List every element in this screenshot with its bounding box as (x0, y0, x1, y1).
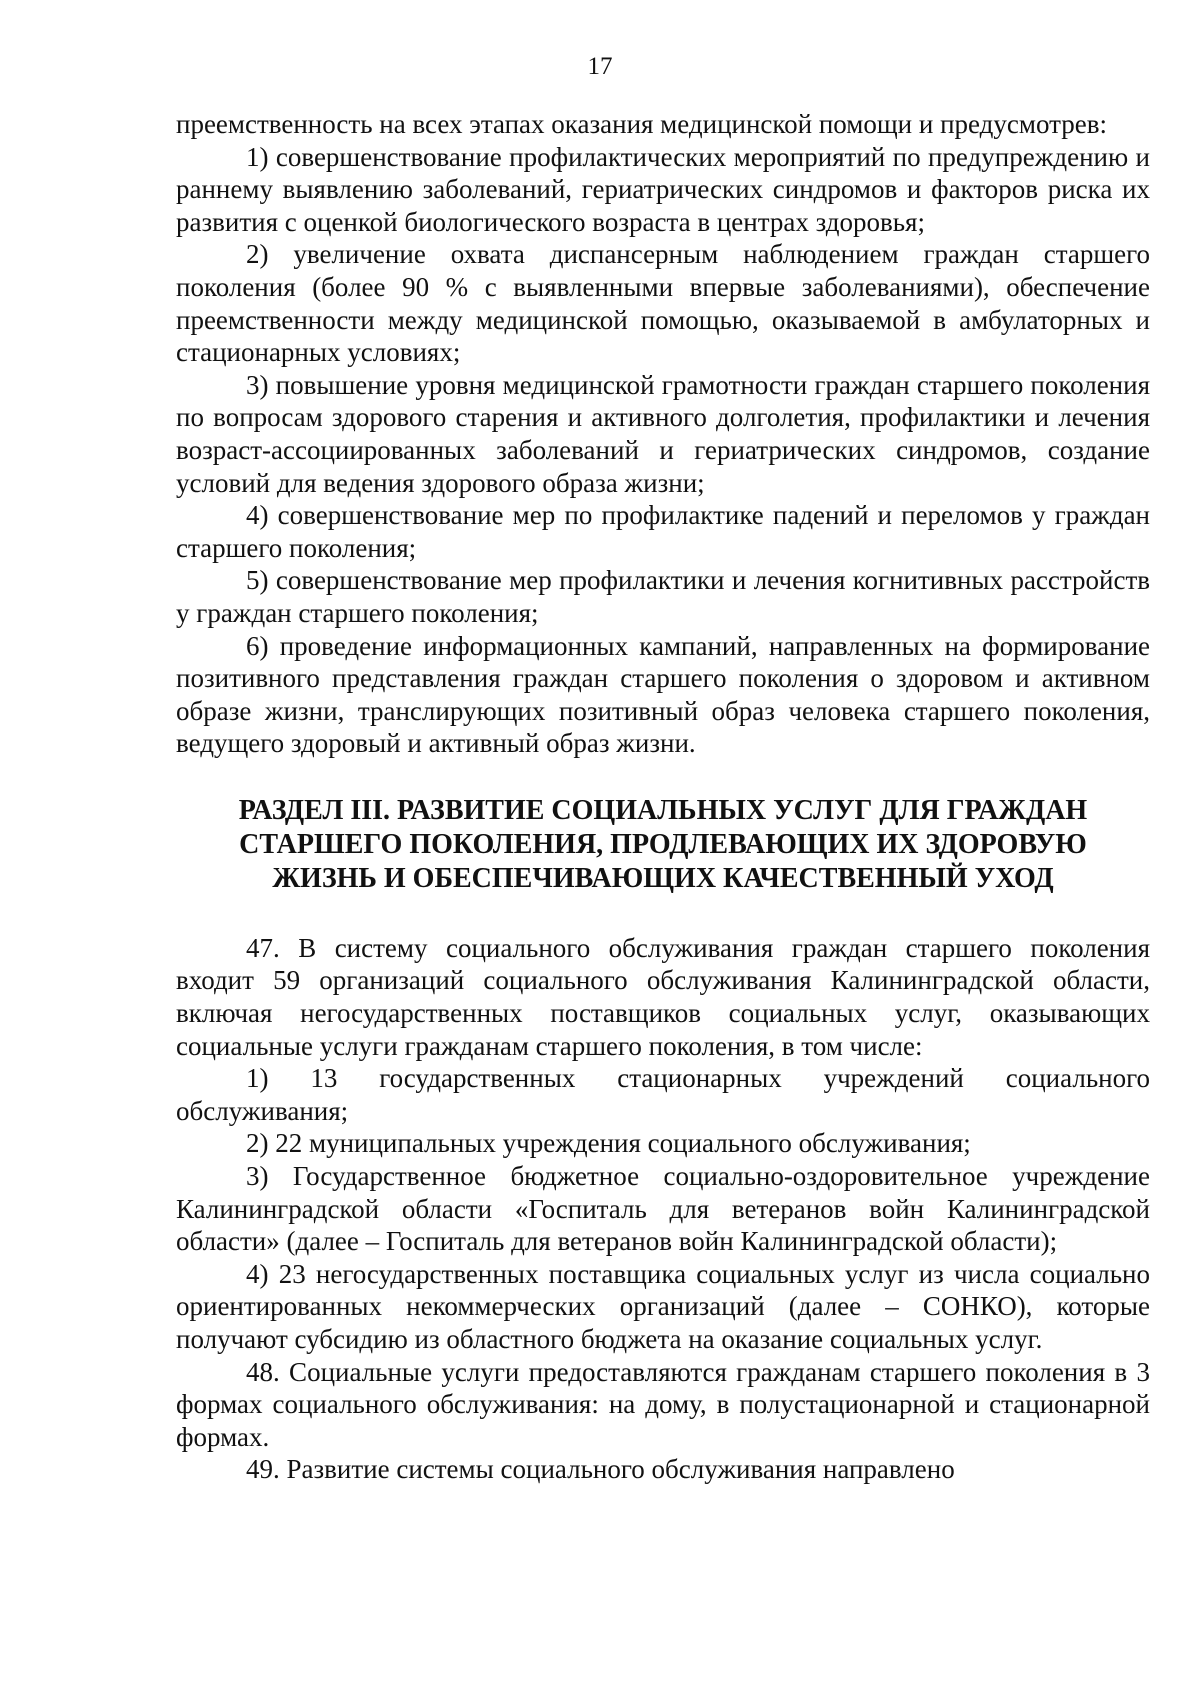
list-item-1: 1) совершенствование профилактических мероприятий по предупреждению и раннему выявлению заболеваний, гериатрических синдромов и факторов риска их развития с оценкой биологического возраста в центрах здоровья; (176, 141, 1150, 237)
paragraph-49: 49. Развитие системы социального обслуживания направлено (246, 1454, 955, 1485)
page-number: 17 (587, 53, 613, 80)
paragraph-47: 47. В систему социального обслуживания граждан старшего поколения входит 59 организаций социального обслуживания Калининградской области, включая негосударственных поставщиков социальных услуг, оказывающих социальные услуги гражданам старшего поколения, в том числе: (176, 932, 1150, 1061)
list-item-5: 5) совершенствование мер профилактики и лечения когнитивных расстройств у граждан старшего поколения; (176, 565, 1150, 628)
list-item-47-1: 1) 13 государственных стационарных учреждений социального обслуживания; (176, 1063, 1150, 1126)
paragraph-48: 48. Социальные услуги предоставляются гражданам старшего поколения в 3 формах социального обслуживания: на дому, в полустационарной и стационарной формах. (176, 1356, 1150, 1452)
list-item-47-4: 4) 23 негосударственных поставщика социальных услуг из числа социально ориентированных некоммерческих организаций (далее – СОНКО), которые получают субсидию из областного бюджета на оказание социальных услуг. (176, 1258, 1150, 1354)
document-body (176, 108, 1150, 1486)
list-item-4: 4) совершенствование мер по профилактике падений и переломов у граждан старшего поколения; (176, 500, 1150, 563)
list-item-47-3: 3) Государственное бюджетное социально-оздоровительное учреждение Калининградской области «Госпиталь для ветеранов войн Калининградской области» (далее – Госпиталь для ветеранов войн Калининградской области); (176, 1161, 1150, 1257)
list-item-47-2: 2) 22 муниципальных учреждения социального обслуживания; (246, 1128, 971, 1159)
list-item-2: 2) увеличение охвата диспансерным наблюдением граждан старшего поколения (более 90 % с выявленными впервые заболеваниями), обеспечение преемственности между медицинской помощью, оказываемой в амбулаторных и стационарных условиях; (176, 239, 1150, 368)
section-heading: РАЗДЕЛ III. РАЗВИТИЕ СОЦИАЛЬНЫХ УСЛУГ ДЛЯ ГРАЖДАН СТАРШЕГО ПОКОЛЕНИЯ, ПРОДЛЕВАЮЩИХ ИХ ЗДОРОВУЮ ЖИЗНЬ И ОБЕСПЕЧИВАЮЩИХ КАЧЕСТВЕННЫЙ УХОД (238, 794, 1088, 894)
list-item-6: 6) проведение информационных кампаний, направленных на формирование позитивного представления граждан старшего поколения о здоровом и активном образе жизни, транслирующих позитивный образ человека старшего поколения, ведущего здоровый и активный образ жизни. (176, 630, 1150, 759)
list-item-3: 3) повышение уровня медицинской грамотности граждан старшего поколения по вопросам здорового старения и активного долголетия, профилактики и лечения возраст-ассоциированных заболеваний и гериатрических синдромов, создание условий для ведения здорового образа жизни; (176, 369, 1150, 498)
paragraph-continuation: преемственность на всех этапах оказания медицинской помощи и предусмотрев: (176, 109, 1107, 139)
